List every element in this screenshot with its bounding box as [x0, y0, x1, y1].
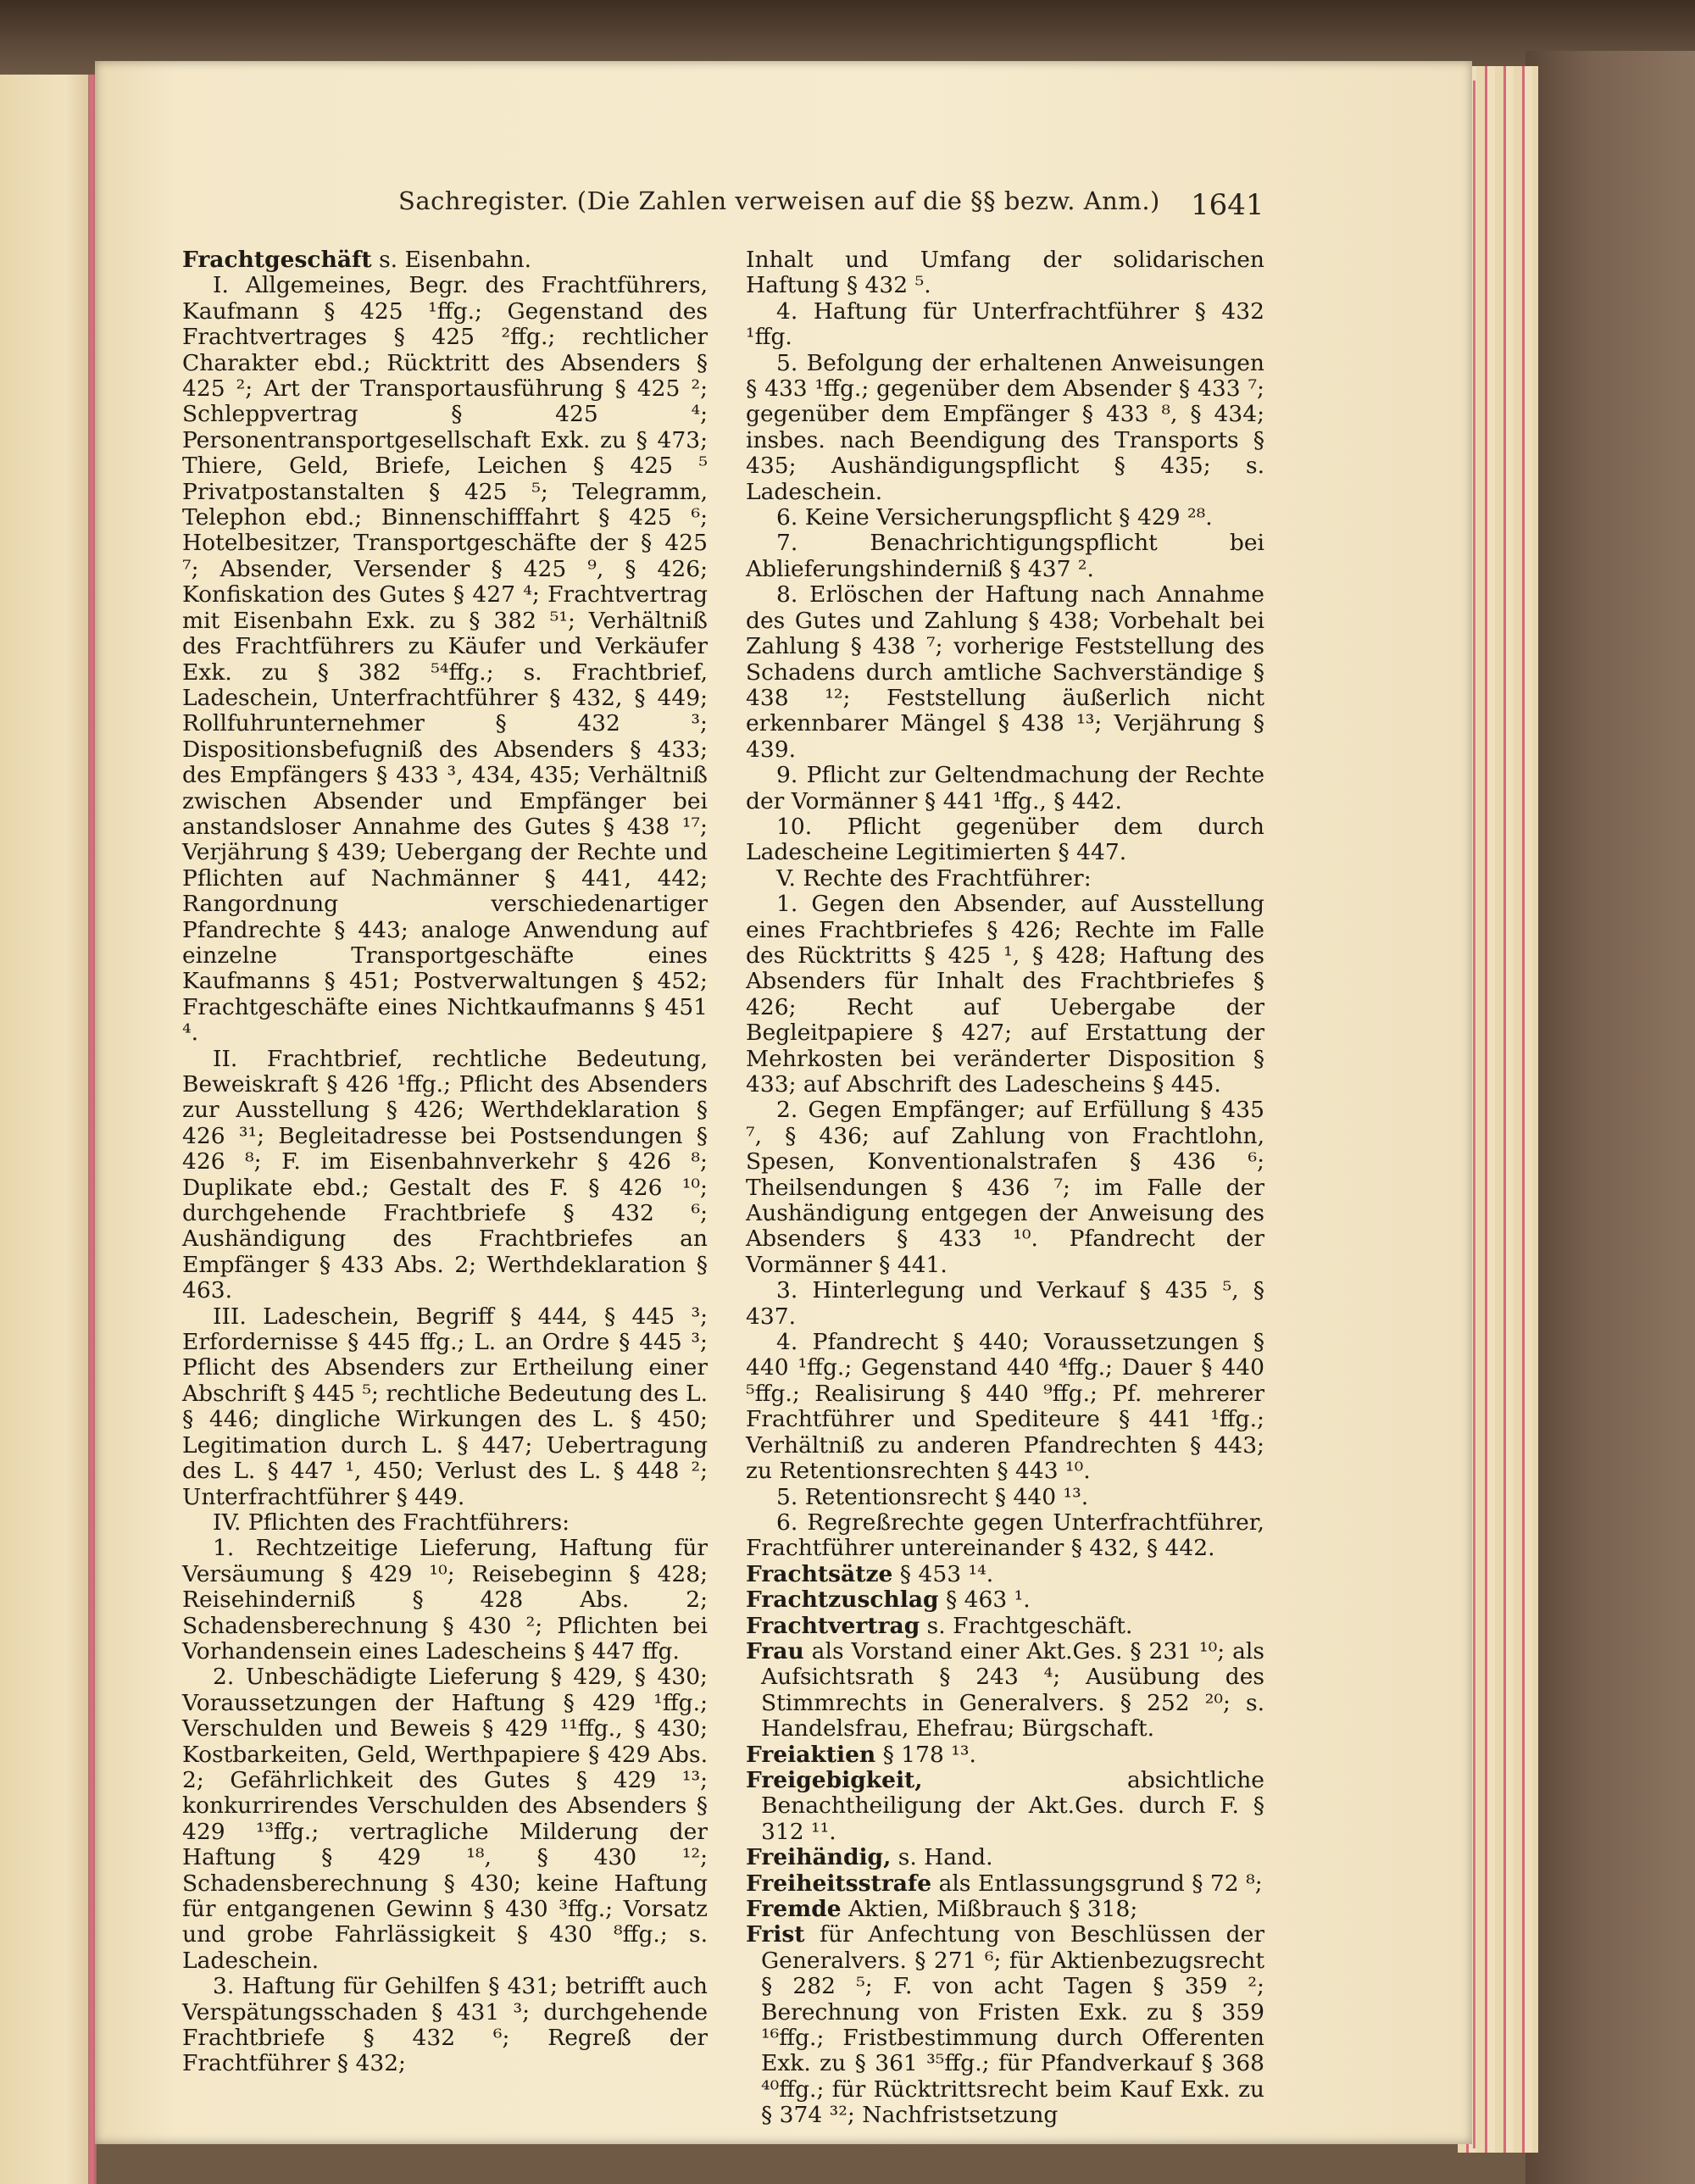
entry-text: absichtliche Benachtheiligung der Akt.Ges. durch F. § 312 ¹¹.: [761, 1766, 1264, 1845]
index-subentry: 5. Befolgung der erhaltenen Anweisungen § 433 ¹ffg.; gegenüber dem Absender § 433 ⁷; gegenüber dem Empfänger § 433 ⁸, § 434; insbes. nach Beendigung des Transports § 435; Aushändigungspflicht § 435; s. Ladeschein.: [746, 349, 1264, 505]
index-subentry: 5. Retentionsrecht § 440 ¹³.: [776, 1483, 1089, 1510]
entry-text: § 463 ¹.: [938, 1587, 1031, 1614]
index-subentry: 2. Gegen Empfänger; auf Erfüllung § 435 ⁷, § 436; auf Zahlung von Frachtlohn, Spesen, Konventionalstrafen § 436 ⁶; Theilsendungen § 436 ⁷; im Falle der Aushändigung entgegen der Anweisung des Absenders § 433 ¹⁰. Pfandrecht der Vormänner § 441.: [746, 1097, 1264, 1278]
index-entry: [746, 1742, 1264, 1768]
book-cover-right: [1526, 51, 1695, 2184]
index-entry: [746, 1922, 1264, 2128]
index-entry: [746, 1562, 1264, 1587]
running-head: Sachregister. (Die Zahlen verweisen auf die §§ bezw. Anm.): [398, 186, 1160, 215]
entry-headword: Frachtvertrag: [746, 1612, 920, 1639]
index-subentry: 2. Unbeschädigte Lieferung § 429, § 430; Voraussetzungen der Haftung § 429 ¹ffg.; Verschulden und Beweis § 429 ¹¹ffg., § 430; Kostbarkeiten, Geld, Werthpapiere § 429 Abs. 2; Gefährlichkeit des Gutes § 429 ¹³; konkurrirendes Verschulden des Absenders § 429 ¹³ffg.; vertragliche Milderung der Haftung § 429 ¹⁸, § 430 ¹²; Schadensberechnung § 430; keine Haftung für entgangenen Gewinn § 430 ³ffg.; Vorsatz und grobe Fahrlässigkeit § 430 ⁸ffg.; s. Ladeschein.: [182, 1664, 708, 1974]
index-subentry: 3. Haftung für Gehilfen § 431; betrifft auch Verspätungsschaden § 431 ³; durchgehende Frachtbriefe § 432 ⁶; Regreß der Frachtführer § 432;: [182, 1973, 708, 2077]
index-subentry: 7. Benachrichtigungspflicht bei Ablieferungshinderniß § 437 ².: [746, 530, 1264, 582]
facing-page: [0, 75, 93, 2184]
index-subentry: 3. Hinterlegung und Verkauf § 435 ⁵, § 437.: [746, 1277, 1264, 1330]
index-entry: [746, 1768, 1264, 1845]
index-subentry: 1. Rechtzeitige Lieferung, Haftung für Versäumung § 429 ¹⁰; Reisebeginn § 428; Reisehinderniß § 428 Abs. 2; Schadensberechnung § 430 ²; Pflichten bei Vorhandensein eines Ladescheins § 447 ffg.: [182, 1535, 708, 1664]
index-subentry: II. Frachtbrief, rechtliche Bedeutung, Beweiskraft § 426 ¹ffg.; Pflicht des Absenders zur Ausstellung § 426; Werthdeklaration § 426 ³¹; Begleitadresse bei Postsendungen § 426 ⁸; F. im Eisenbahnverkehr § 426 ⁸; Duplikate ebd.; Gestalt des F. § 426 ¹⁰; durchgehende Frachtbriefe § 432 ⁶; Aushändigung des Frachtbriefes an Empfänger § 433 Abs. 2; Werthdeklaration § 463.: [182, 1045, 708, 1304]
entry-headword: Freiheitsstrafe: [746, 1870, 932, 1897]
index-entry: [746, 1587, 1264, 1613]
entry-headword: Frachtsätze: [746, 1560, 893, 1587]
index-entry: [746, 1845, 1264, 1870]
index-subentry: 6. Keine Versicherungspflicht § 429 ²⁸.: [776, 504, 1213, 531]
index-subentry: V. Rechte des Frachtführer:: [776, 864, 1092, 892]
entry-headword: Frachtzuschlag: [746, 1587, 939, 1614]
index-subentry: 4. Haftung für Unterfrachtführer § 432 ¹ffg.: [746, 297, 1264, 351]
entry-text: für Anfechtung von Beschlüssen der Generalvers. § 271 ⁶; für Aktienbezugsrecht § 282 ⁵; F. von acht Tagen § 359 ²; Berechnung von Fristen Exk. zu § 359 ¹⁶ffg.; Fristbestimmung durch Offerenten Exk. zu § 361 ³⁵ffg.; für Pfandverkauf § 368 ⁴⁰ffg.; für Rücktrittsrecht beim Kauf Exk. zu § 374 ³²; Nachfristsetzung: [761, 1921, 1264, 2129]
index-subentry: 4. Pfandrecht § 440; Voraussetzungen § 440 ¹ffg.; Gegenstand 440 ⁴ffg.; Dauer § 440 ⁵ffg.; Realisirung § 440 ⁹ffg.; Pf. mehrerer Frachtführer und Spediteure § 441 ¹ffg.; Verhältniß zu anderen Pfandrechten § 443; zu Retentionsrechten § 443 ¹⁰.: [746, 1329, 1264, 1485]
index-entry: [182, 247, 708, 273]
entry-headword: Frau: [746, 1637, 804, 1664]
entry-headword: Freihändig,: [746, 1844, 892, 1871]
entry-text: s. Frachtgeschäft.: [920, 1612, 1133, 1639]
index-subentry: 6. Regreßrechte gegen Unterfrachtführer, Frachtführer untereinander § 432, § 442.: [746, 1509, 1264, 1562]
entry-text: § 178 ¹³.: [875, 1741, 976, 1768]
index-entry: [746, 1614, 1264, 1639]
entry-text: § 453 ¹⁴.: [892, 1560, 994, 1587]
index-subentry: 1. Gegen den Absender, auf Ausstellung eines Frachtbriefes § 426; Rechte im Falle des Rücktritts § 425 ¹, § 428; Haftung des Absenders für Inhalt des Frachtbriefes § 426; Recht auf Uebergabe der Begleitpapiere § 427; auf Erstattung der Mehrkosten bei veränderter Disposition § 433; auf Abschrift des Ladescheins § 445.: [746, 891, 1264, 1098]
index-subentry: 10. Pflicht gegenüber dem durch Ladescheine Legitimierten § 447.: [746, 813, 1264, 866]
left-column: [182, 247, 708, 2077]
index-entry: [746, 1639, 1264, 1742]
right-column: [746, 247, 1264, 2129]
index-subentry: IV. Pflichten des Frachtführers:: [213, 1509, 570, 1536]
continued-text: Inhalt und Umfang der solidarischen Haftung § 432 ⁵.: [746, 247, 1264, 299]
entry-text: als Vorstand einer Akt.Ges. § 231 ¹⁰; als Aufsichtsrath § 243 ⁴; Ausübung des Stimmrechts in Generalvers. § 252 ²⁰; s. Handelsfrau, Ehefrau; Bürgschaft.: [761, 1637, 1264, 1742]
index-subentry: I. Allgemeines, Begr. des Frachtführers, Kaufmann § 425 ¹ffg.; Gegenstand des Frachtvertrages § 425 ²ffg.; rechtlicher Charakter ebd.; Rücktritt des Absenders § 425 ²; Art der Transportausführung § 425 ²; Schleppvertrag § 425 ⁴; Personentransportgesellschaft Exk. zu § 473; Thiere, Geld, Briefe, Leichen § 425 ⁵ Privatpostanstalten § 425 ⁵; Telegramm, Telephon ebd.; Binnenschifffahrt § 425 ⁶; Hotelbesitzer, Transportgeschäfte der § 425 ⁷; Absender, Versender § 425 ⁹, § 426; Konfiskation des Gutes § 427 ⁴; Frachtvertrag mit Eisenbahn Exk. zu § 382 ⁵¹; Verhältniß des Frachtführers zu Käufer und Verkäufer Exk. zu § 382 ⁵⁴ffg.; s. Frachtbrief, Ladeschein, Unterfrachtführer § 432, § 449; Rollfuhrunternehmer § 432 ³; Dispositionsbefugniß des Absenders § 433; des Empfängers § 433 ³, 434, 435; Verhältniß zwischen Absender und Empfänger bei anstandsloser Annahme des Gutes § 438 ¹⁷; Verjährung § 439; Uebergang der Rechte und Pflichten auf Nachmänner § 441, 442; Rangordnung verschiedenartiger Pfandrechte § 443; analoge Anwendung auf einzelne Transportgeschäfte eines Kaufmanns § 451; Postverwaltungen § 452; Frachtgeschäfte eines Nichtkaufmanns § 451 ⁴.: [182, 272, 708, 1047]
page-number: 1641: [1191, 188, 1264, 222]
index-entry: [746, 1897, 1264, 1922]
entry-headword: Frist: [746, 1921, 805, 1948]
entry-text: als Entlassungsgrund § 72 ⁸;: [931, 1870, 1263, 1897]
red-page-edge: [1473, 81, 1475, 2148]
entry-headword: Fremde: [746, 1896, 842, 1922]
index-subentry: 8. Erlöschen der Haftung nach Annahme des Gutes und Zahlung § 438; Vorbehalt bei Zahlung § 438 ⁷; vorherige Feststellung des Schadens durch amtliche Sachverständige § 438 ¹²; Feststellung äußerlich nicht erkennbarer Mängel § 438 ¹³; Verjährung § 439.: [746, 581, 1264, 763]
index-subentry: 9. Pflicht zur Geltendmachung der Rechte der Vormänner § 441 ¹ffg., § 442.: [746, 762, 1264, 814]
entry-text: s. Hand.: [891, 1844, 993, 1871]
entry-headword: Freigebigkeit,: [746, 1766, 923, 1793]
entry-text: Aktien, Mißbrauch § 318;: [841, 1896, 1138, 1922]
index-subentry: III. Ladeschein, Begriff § 444, § 445 ³; Erfordernisse § 445 ffg.; L. an Ordre § 445 ³; Pflicht des Absenders zur Ertheilung einer Abschrift § 445 ⁵; rechtliche Bedeutung des L. § 446; dingliche Wirkungen des L. § 450; Legitimation durch L. § 447; Uebertragung des L. § 447 ¹, 450; Verlust des L. § 448 ²; Unterfrachtführer § 449.: [182, 1303, 708, 1510]
entry-headword: Freiaktien: [746, 1741, 876, 1768]
entry-text: s. Eisenbahn.: [371, 247, 532, 273]
index-entry: [746, 1871, 1264, 1897]
entry-headword: Frachtgeschäft: [182, 247, 372, 273]
